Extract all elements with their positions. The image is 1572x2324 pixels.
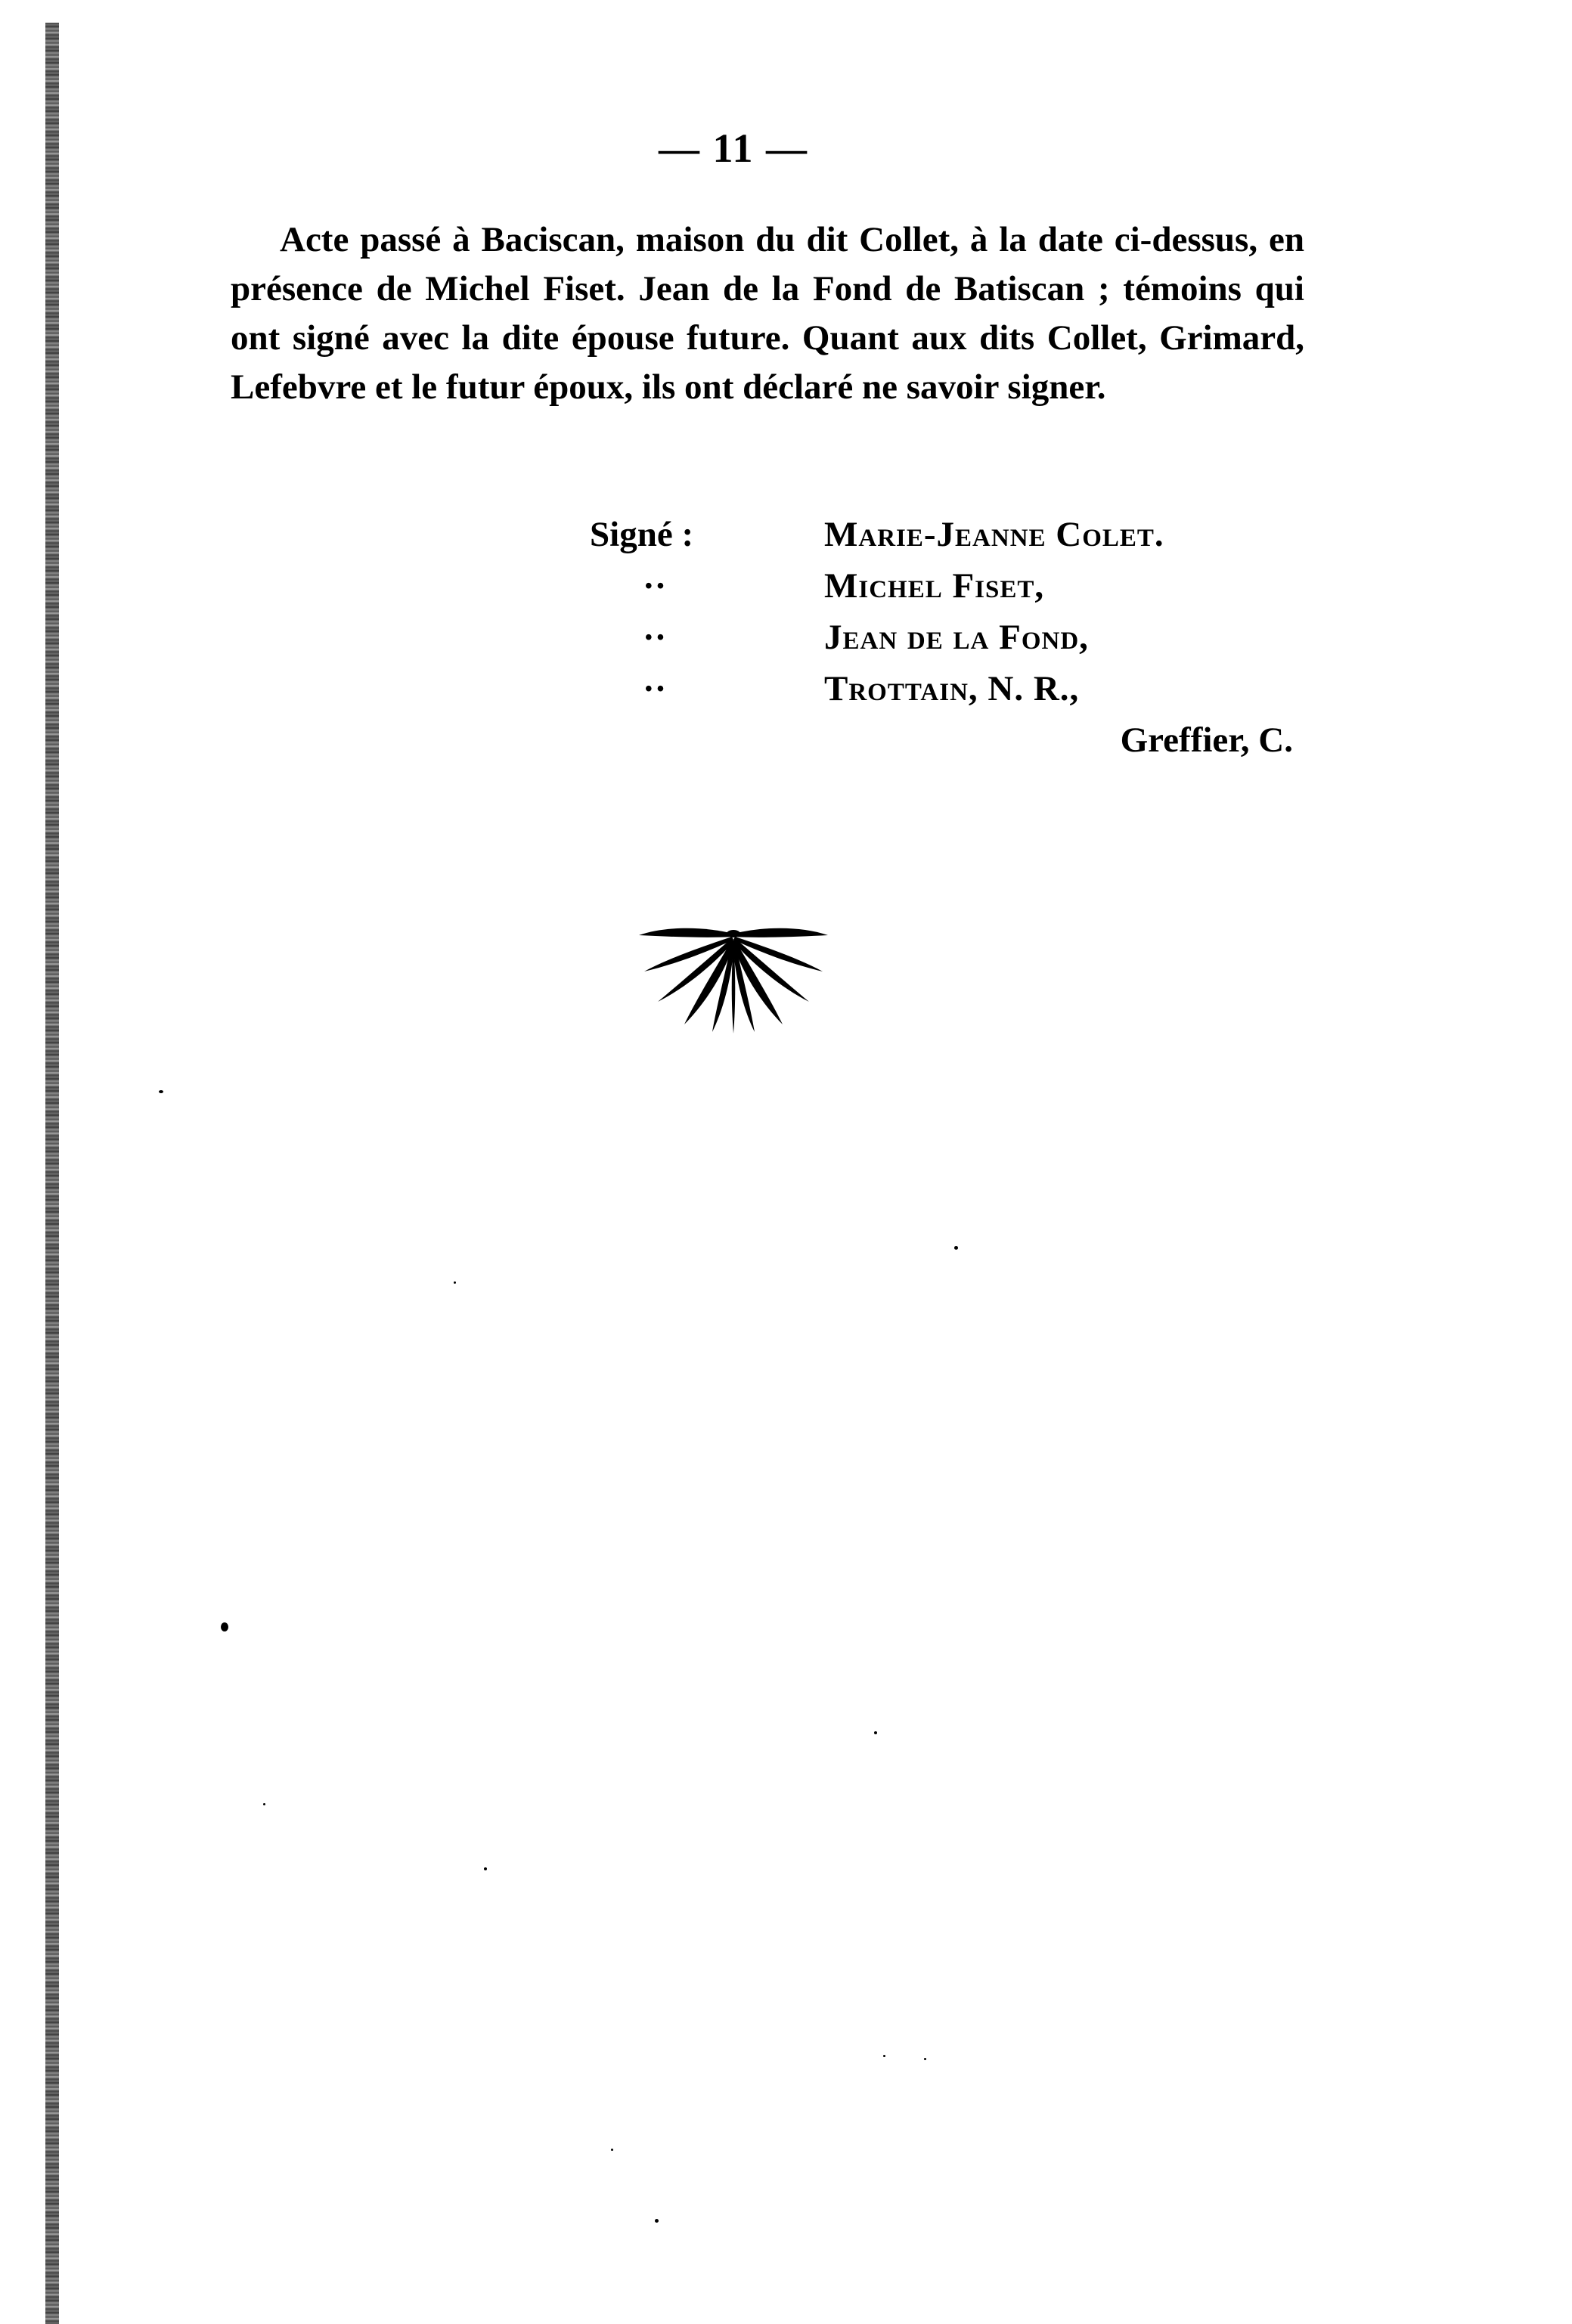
scan-speck	[655, 2219, 659, 2223]
scan-speck	[221, 1622, 228, 1631]
fleuron-ornament-icon	[635, 911, 832, 1036]
signature-row	[590, 566, 1316, 617]
scan-speck	[611, 2149, 613, 2151]
scan-speck	[454, 1281, 456, 1284]
scan-speck	[924, 2058, 926, 2060]
scan-speck	[484, 1867, 487, 1870]
ditto-mark: ··	[643, 566, 667, 606]
signatory-name: Michel Fiset,	[824, 566, 1045, 606]
signature-row	[590, 514, 1316, 566]
signature-label: Signé :	[590, 515, 694, 554]
signature-block	[590, 514, 1316, 771]
act-paragraph: Acte passé à Baciscan, maison du dit Collet, à la date ci-dessus, en présence de Michel Fiset. Jean de la Fond de Batiscan ; témoins qui ont signé avec la dite épouse future. Quant aux dits Collet, Grimard, Lefebvre et le futur époux, ils ont déclaré ne savoir signer.	[231, 220, 1304, 407]
scan-speck	[874, 1731, 877, 1734]
scan-speck	[263, 1803, 265, 1805]
scan-speck	[159, 1090, 163, 1093]
signatory-name: Trottain, N. R.,	[824, 669, 1080, 708]
signatory-name: Marie-Jeanne Colet.	[824, 515, 1164, 554]
binding-edge	[45, 23, 59, 2324]
page-number: — 11 —	[658, 125, 809, 171]
signature-row	[590, 617, 1316, 668]
ditto-mark: ··	[643, 618, 667, 657]
signature-row	[590, 720, 1316, 771]
signatory-name: Jean de la Fond,	[824, 618, 1089, 657]
scan-speck	[954, 1246, 958, 1250]
clerk-signature: Greffier, C.	[1120, 720, 1293, 760]
scan-speck	[883, 2055, 885, 2057]
signature-row	[590, 668, 1316, 720]
ditto-mark: ··	[643, 669, 667, 708]
